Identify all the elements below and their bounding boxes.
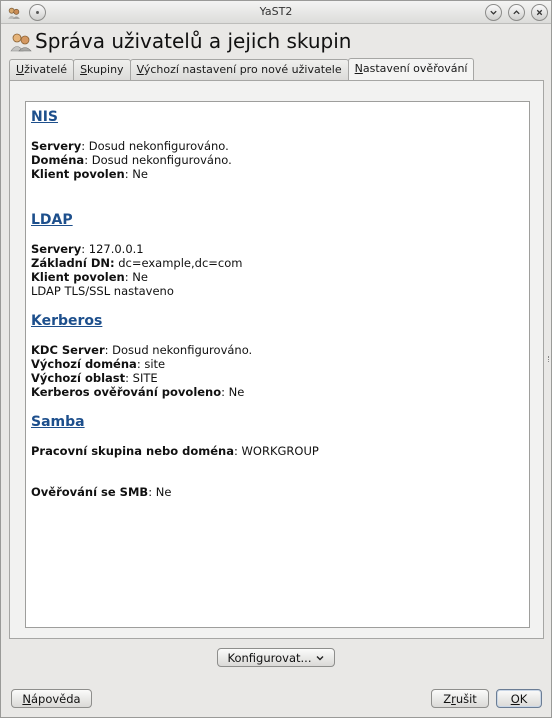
label: Výchozí doména bbox=[31, 357, 137, 371]
resize-grip[interactable] bbox=[548, 356, 550, 362]
value: : Dosud nekonfigurováno. bbox=[104, 343, 253, 357]
ldap-tls: LDAP TLS/SSL nastaveno bbox=[31, 284, 174, 298]
value: : Dosud nekonfigurováno. bbox=[84, 153, 232, 167]
kerberos-domain bbox=[31, 357, 524, 371]
samba-workgroup bbox=[31, 444, 524, 458]
minimize-icon[interactable] bbox=[485, 4, 502, 21]
help-button[interactable] bbox=[11, 689, 92, 708]
value: : 127.0.0.1 bbox=[81, 242, 144, 256]
value: : Ne bbox=[221, 385, 245, 399]
kerberos-auth bbox=[31, 385, 524, 399]
tab-mnemonic: N bbox=[354, 62, 363, 75]
label: Kerberos ověřování povoleno bbox=[31, 385, 222, 399]
nis-client bbox=[31, 167, 524, 181]
ldap-base-dn bbox=[31, 256, 524, 270]
cancel-label: ušit bbox=[455, 691, 477, 706]
configure-label: Konfigurovat... bbox=[227, 650, 312, 665]
cancel-mnemonic: r bbox=[451, 691, 456, 706]
tab-mnemonic: S bbox=[80, 63, 88, 76]
configure-menu-button[interactable] bbox=[217, 648, 335, 667]
tab-label: astavení ověřování bbox=[362, 62, 468, 75]
label: Klient povolen bbox=[31, 167, 125, 181]
label: Pracovní skupina nebo doména bbox=[31, 444, 234, 458]
auth-summary-view[interactable] bbox=[25, 101, 530, 628]
help-mnemonic: N bbox=[22, 691, 31, 706]
page-title: Správa uživatelů a jejich skupin bbox=[35, 29, 352, 53]
users-group-icon bbox=[10, 32, 32, 52]
label: Klient povolen bbox=[31, 270, 125, 284]
samba-link[interactable]: Samba bbox=[31, 414, 85, 430]
value: : WORKGROUP bbox=[234, 444, 319, 458]
tab-mnemonic: U bbox=[16, 63, 25, 76]
cancel-prefix: Z bbox=[443, 691, 452, 706]
label: Servery bbox=[31, 139, 82, 153]
label: Doména bbox=[31, 153, 85, 167]
value: : Ne bbox=[124, 167, 148, 181]
value: dc=example,dc=com bbox=[114, 256, 243, 270]
value: : Dosud nekonfigurováno. bbox=[81, 139, 229, 153]
window-title: YaST2 bbox=[259, 5, 293, 18]
tab-label: živatelé bbox=[24, 63, 68, 76]
tab-groups[interactable] bbox=[73, 59, 131, 80]
ldap-link[interactable]: LDAP bbox=[31, 212, 73, 228]
tab-authentication-settings[interactable] bbox=[348, 58, 475, 80]
value: : SITE bbox=[125, 371, 158, 385]
maximize-icon[interactable] bbox=[508, 4, 525, 21]
ok-button[interactable] bbox=[496, 689, 542, 708]
tab-label: kupiny bbox=[87, 63, 124, 76]
label: Výchozí oblast bbox=[31, 371, 126, 385]
ldap-client bbox=[31, 270, 524, 284]
help-label: ápověda bbox=[30, 691, 81, 706]
tab-users[interactable] bbox=[9, 59, 74, 80]
label: Základní DN: bbox=[31, 256, 115, 270]
ok-mnemonic: O bbox=[510, 691, 520, 706]
kerberos-link[interactable]: Kerberos bbox=[31, 313, 103, 329]
tab-defaults-new-users[interactable] bbox=[130, 59, 349, 80]
kerberos-kdc bbox=[31, 343, 524, 357]
value: : Ne bbox=[148, 485, 172, 499]
value: : Ne bbox=[124, 270, 148, 284]
tab-label: ýchozí nastavení pro nové uživatele bbox=[143, 63, 342, 76]
ok-label: K bbox=[519, 691, 528, 706]
kerberos-realm bbox=[31, 371, 524, 385]
value: : site bbox=[136, 357, 166, 371]
label: Ověřování se SMB bbox=[31, 485, 149, 499]
tab-mnemonic: V bbox=[136, 63, 144, 76]
nis-link[interactable]: NIS bbox=[31, 109, 59, 125]
label: KDC Server bbox=[31, 343, 105, 357]
nis-servers bbox=[31, 139, 524, 153]
chevron-down-icon bbox=[316, 655, 324, 661]
samba-smb-auth bbox=[31, 485, 524, 499]
ldap-servers bbox=[31, 242, 524, 256]
close-icon[interactable] bbox=[531, 4, 548, 21]
label: Servery bbox=[31, 242, 82, 256]
cancel-button[interactable] bbox=[431, 689, 489, 708]
tab-bar bbox=[9, 58, 473, 80]
nis-domain bbox=[31, 153, 524, 167]
title-bar[interactable] bbox=[1, 1, 551, 24]
